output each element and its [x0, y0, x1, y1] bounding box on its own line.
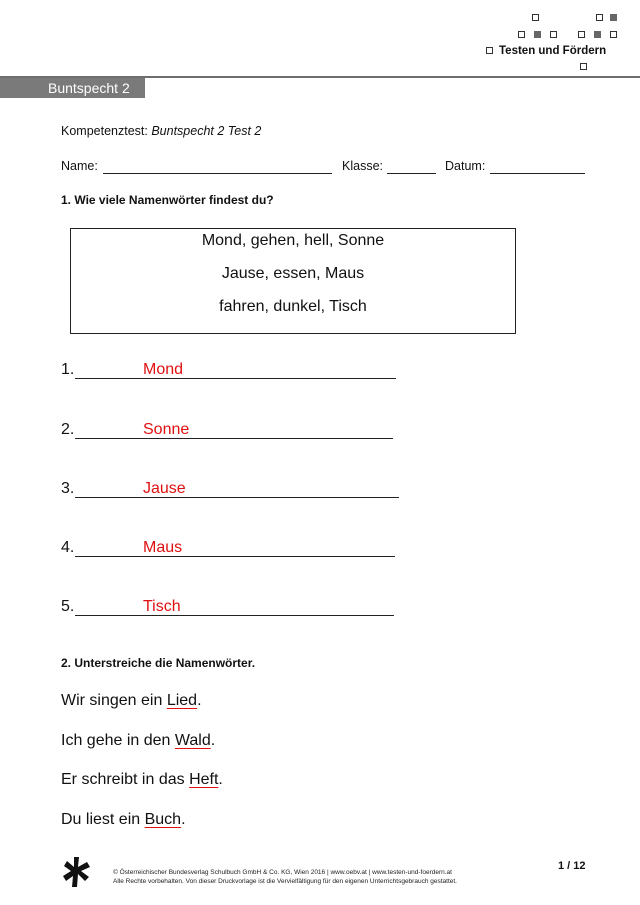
answer-line[interactable]	[75, 378, 396, 379]
underlined-noun[interactable]: Wald	[174, 732, 211, 749]
answer-number: 5.	[61, 598, 75, 615]
answer-word: Maus	[143, 539, 183, 556]
underlined-noun[interactable]: Lied	[166, 692, 198, 709]
answer-line[interactable]	[75, 615, 394, 616]
answer-line[interactable]	[75, 497, 399, 498]
sentence: Wir singen ein Lied.	[61, 692, 202, 709]
name-field[interactable]	[103, 173, 332, 174]
word-box-line: fahren, dunkel, Tisch	[219, 298, 367, 315]
page-number: 1 / 12	[558, 860, 586, 872]
answer-number: 2.	[61, 421, 75, 438]
footer-copyright: © Österreichischer Bundesverlag Schulbuch GmbH & Co. KG, Wien 2016 | www.oebv.at | www.testen-und-foerdern.at	[113, 869, 452, 876]
word-box	[70, 228, 516, 334]
class-field[interactable]	[387, 173, 436, 174]
date-label: Datum:	[445, 159, 486, 173]
publisher-logo-icon	[62, 856, 92, 888]
answer-word: Jause	[143, 480, 186, 497]
answer-word: Sonne	[143, 421, 190, 438]
test-name: Buntspecht 2 Test 2	[151, 124, 262, 138]
date-field[interactable]	[490, 173, 585, 174]
answer-number: 1.	[61, 361, 75, 378]
answer-line[interactable]	[75, 438, 393, 439]
name-label: Name:	[61, 159, 98, 173]
class-label: Klasse:	[342, 159, 383, 173]
sentence: Du liest ein Buch.	[61, 811, 186, 828]
answer-word: Mond	[143, 361, 184, 378]
sentence: Er schreibt in das Heft.	[61, 771, 223, 788]
page-title: Buntspecht 2	[48, 80, 130, 96]
word-box-line: Mond, gehen, hell, Sonne	[201, 232, 385, 249]
underlined-noun[interactable]: Buch	[144, 811, 182, 828]
brand-logo-grid	[500, 14, 620, 74]
brand-name: Testen und Fördern	[486, 45, 606, 57]
word-box-line: Jause, essen, Maus	[221, 265, 365, 282]
answer-number: 4.	[61, 539, 75, 556]
footer-rights: Alle Rechte vorbehalten. Von dieser Druckvorlage ist die Vervielfältigung für den eigenen Unterrichtsgebrauch gestattet.	[113, 878, 457, 885]
task1-title: 1. Wie viele Namenwörter findest du?	[61, 193, 274, 207]
square-icon	[486, 47, 493, 54]
answer-line[interactable]	[75, 556, 395, 557]
answer-word: Tisch	[143, 598, 181, 615]
sentence: Ich gehe in den Wald.	[61, 732, 216, 749]
task2-title: 2. Unterstreiche die Namenwörter.	[61, 656, 256, 670]
underlined-noun[interactable]: Heft	[189, 771, 219, 788]
answer-number: 3.	[61, 480, 75, 497]
test-info: Kompetenztest: Buntspecht 2 Test 2	[61, 124, 262, 138]
